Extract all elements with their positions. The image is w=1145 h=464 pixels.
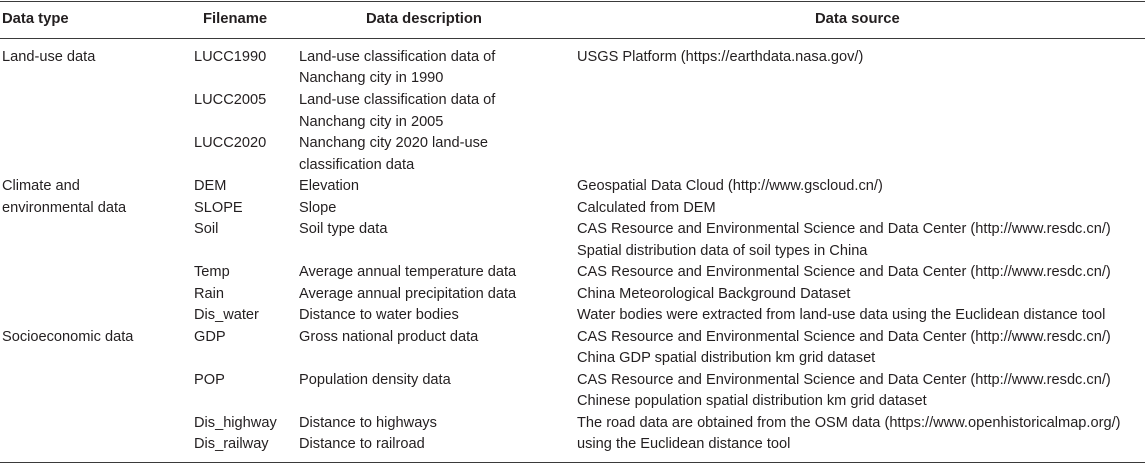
group-data-type: environmental data [2, 200, 127, 216]
row-description: Average annual temperature data [299, 264, 517, 280]
row-description: Population density data [299, 372, 451, 388]
row-description: Nanchang city in 2005 [299, 114, 444, 130]
row-filename: LUCC1990 [194, 49, 267, 65]
header-data-description: Data description [366, 11, 482, 27]
row-description: Elevation [299, 178, 360, 194]
group-data-type: Land-use data [2, 49, 96, 65]
row-description: Nanchang city in 1990 [299, 70, 444, 86]
row-filename: Dis_railway [194, 436, 269, 452]
row-source: using the Euclidean distance tool [577, 436, 791, 452]
row-description: Slope [299, 200, 337, 216]
row-source: Calculated from DEM [577, 200, 716, 216]
row-description: Nanchang city 2020 land-use [299, 135, 489, 151]
row-description: Soil type data [299, 221, 388, 237]
table-header-rule [0, 38, 1145, 39]
row-source: China GDP spatial distribution km grid dataset [577, 350, 876, 366]
row-filename: Soil [194, 221, 219, 237]
table-top-rule [0, 1, 1145, 2]
header-data-source: Data source [815, 11, 900, 27]
row-filename: POP [194, 372, 225, 388]
row-source: China Meteorological Background Dataset [577, 286, 851, 302]
header-filename: Filename [203, 11, 268, 27]
row-description: Land-use classification data of [299, 92, 496, 108]
group-data-type: Climate and [2, 178, 80, 194]
row-source: CAS Resource and Environmental Science and Data Center (http://www.resdc.cn/) [577, 221, 1111, 237]
row-filename: GDP [194, 329, 226, 345]
header-data-type: Data type [2, 11, 69, 27]
group-data-type: Socioeconomic data [2, 329, 134, 345]
row-description: Gross national product data [299, 329, 479, 345]
row-description: Average annual precipitation data [299, 286, 517, 302]
row-source: Geospatial Data Cloud (http://www.gscloud.cn/) [577, 178, 883, 194]
row-source: CAS Resource and Environmental Science and Data Center (http://www.resdc.cn/) [577, 372, 1111, 388]
row-description: Land-use classification data of [299, 49, 496, 65]
row-filename: LUCC2005 [194, 92, 267, 108]
row-description: Distance to water bodies [299, 307, 459, 323]
row-source: Spatial distribution data of soil types in China [577, 243, 868, 259]
row-filename: Dis_highway [194, 415, 277, 431]
row-source: Water bodies were extracted from land-use data using the Euclidean distance tool [577, 307, 1106, 323]
row-filename: DEM [194, 178, 227, 194]
row-source: CAS Resource and Environmental Science and Data Center (http://www.resdc.cn/) [577, 329, 1111, 345]
row-source: Chinese population spatial distribution km grid dataset [577, 393, 927, 409]
row-filename: Rain [194, 286, 225, 302]
row-filename: SLOPE [194, 200, 243, 216]
row-source: USGS Platform (https://earthdata.nasa.gov/) [577, 49, 864, 65]
row-filename: Temp [194, 264, 230, 280]
row-description: Distance to railroad [299, 436, 425, 452]
row-source: The road data are obtained from the OSM data (https://www.openhistoricalmap.org/) [577, 415, 1121, 431]
row-description: classification data [299, 157, 415, 173]
row-source: CAS Resource and Environmental Science and Data Center (http://www.resdc.cn/) [577, 264, 1111, 280]
row-filename: Dis_water [194, 307, 259, 323]
row-description: Distance to highways [299, 415, 437, 431]
row-filename: LUCC2020 [194, 135, 267, 151]
table-bottom-rule [0, 462, 1145, 463]
